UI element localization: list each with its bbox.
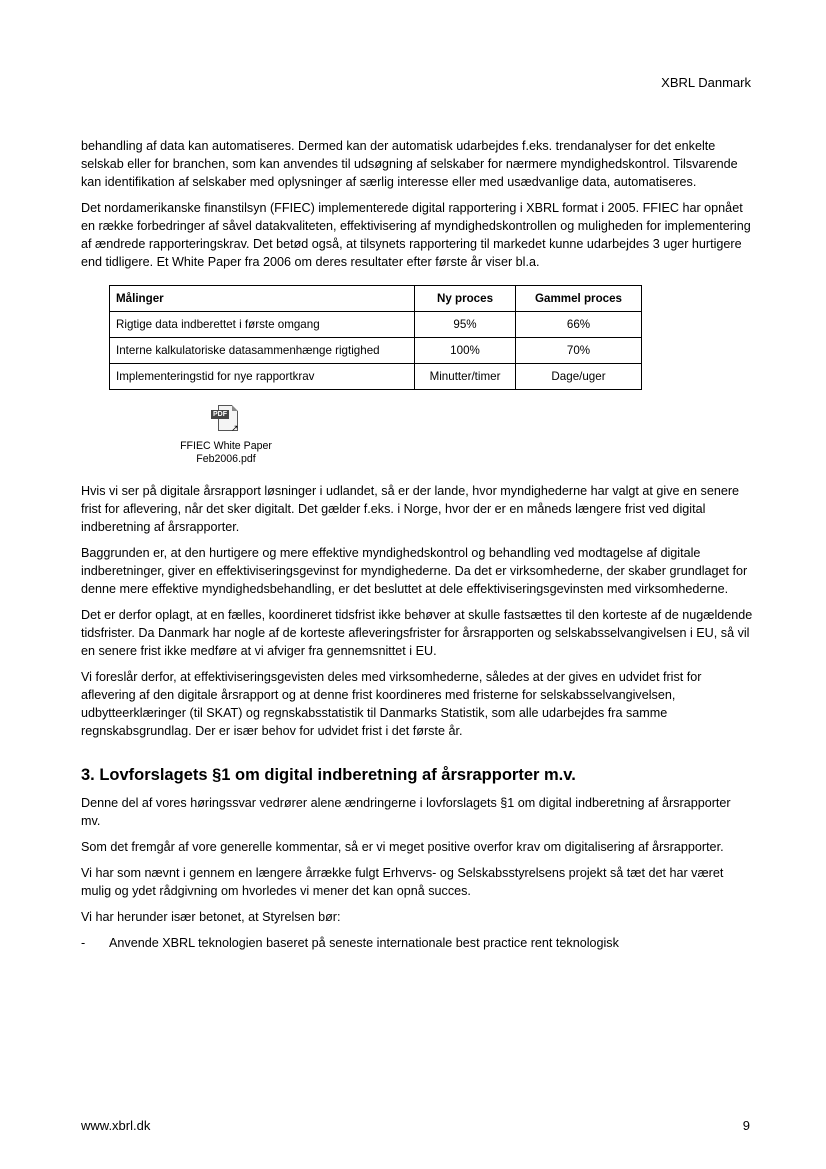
attachment-name-line2: Feb2006.pdf: [196, 453, 256, 465]
table-row: [110, 312, 642, 338]
bullet-item: [81, 934, 753, 952]
paragraph: Vi har som nævnt i gennem en længere årrække fulgt Erhvervs- og Selskabsstyrelsens projekt så tæt det har været mulig og ydet rådgivning om hvorledes vi mener det kan opnå succes.: [81, 866, 724, 898]
table-header-row: [110, 286, 642, 312]
paragraph: Baggrunden er, at den hurtigere og mere effektive myndighedskontrol og behandling ved modtagelse af digitale indberetninger, giver en effektiviseringsgevinst for myndighederne. Da det er virksomhederne, der skaber grundlaget for denne mere effektive myndighedsbehandling, er det besluttet at dele effektiviseringsgevinsten med virksomhederne.: [81, 546, 748, 596]
paragraph: behandling af data kan automatiseres. Dermed kan der automatisk udarbejdes f.eks. trendanalyser for det enkelte selskab eller for branchen, som kan anvendes til udsøgning af selskaber for nærmere myndighedskontrol. Tilsvarende kan identifikation af selskaber med oplysninger af særlig interesse eller med usædvanlige data, automatiseres.: [81, 139, 738, 189]
table-header: Målinger: [110, 286, 415, 312]
page-number: 9: [742, 1118, 750, 1133]
footer-url: www.xbrl.dk: [81, 1118, 151, 1133]
table-cell: Dage/uger: [516, 364, 642, 390]
table-cell: Interne kalkulatoriske datasammenhænge rigtighed: [110, 338, 415, 364]
attachment-name-line1: FFIEC White Paper: [180, 440, 272, 452]
paragraph: Hvis vi ser på digitale årsrapport løsninger i udlandet, så er der lande, hvor myndighederne har valgt at give en senere frist for aflevering, når det sker digitalt. Det gælder f.eks. i Norge, hvor der er en måneds længere frist ved digital indberetning af årsrapporter.: [81, 484, 740, 534]
paragraph: Vi foreslår derfor, at effektiviseringsgevisten deles med virksomhederne, således at der gives en udvidet frist for aflevering af den digitale årsrapport og at denne frist koordineres med fristerne for selskabsselvangivelsen, udbytteerklæringer (til SKAT) og regnskabsstatistik til Danmarks Statistik, som alle udarbejdes fra samme regnskabsgrundlag. Der er især behov for udvidet frist i det første år.: [81, 670, 702, 738]
paragraph: Denne del af vores høringssvar vedrører alene ændringerne i lovforslagets §1 om digital indberetning af årsrapporter mv.: [81, 796, 731, 828]
paragraph: Det er derfor oplagt, at en fælles, koordineret tidsfrist ikke behøver at skulle fastsættes til den korteste af de nugældende tidsfrister. Da Danmark har nogle af de korteste afleveringsfrister for årsrapporten og selskabsselvangivelsen i EU, så vil en senere frist ikke medføre at vi afviger fra gennemsnittet i EU.: [81, 608, 753, 658]
table-cell: 66%: [516, 312, 642, 338]
bullet-text: Anvende XBRL teknologien baseret på seneste internationale best practice rent teknologisk: [109, 936, 619, 950]
table-cell: 95%: [415, 312, 516, 338]
document-body: [81, 137, 753, 952]
page-header: XBRL Danmark: [661, 75, 751, 90]
paragraph: Det nordamerikanske finanstilsyn (FFIEC) implementerede digital rapportering i XBRL format i 2005. FFIEC har opnået en række forbedringer af såvel datakvaliteten, effektivisering af myndighedskontrollen og muligheden for implementering af ændrede rapporteringskrav. Det betød også, at tilsynets rapportering til markedet kunne udarbejdes 3 uger hurtigere end tidligere. Et White Paper fra 2006 om deres resultater efter første år viser bl.a.: [81, 201, 751, 269]
table-header: Gammel proces: [516, 286, 642, 312]
pdf-icon-label: PDF: [213, 411, 227, 418]
table-cell: Implementeringstid for nye rapportkrav: [110, 364, 415, 390]
table-row: [110, 338, 642, 364]
results-table-wrapper: [109, 285, 753, 390]
section-heading: 3. Lovforslagets §1 om digital indberetning af årsrapporter m.v.: [81, 766, 576, 784]
table-row: [110, 364, 642, 390]
table-cell: 70%: [516, 338, 642, 364]
pdf-attachment[interactable]: [151, 404, 301, 466]
table-cell: Minutter/timer: [415, 364, 516, 390]
pdf-file-icon[interactable]: PDF ↗: [211, 404, 241, 434]
bullet-marker: -: [81, 936, 86, 950]
paragraph: Vi har herunder især betonet, at Styrelsen bør:: [81, 910, 341, 924]
table-cell: Rigtige data indberettet i første omgang: [110, 312, 415, 338]
table-header: Ny proces: [415, 286, 516, 312]
table-cell: 100%: [415, 338, 516, 364]
paragraph: Som det fremgår af vore generelle kommentar, så er vi meget positive overfor krav om digitalisering af årsrapporter.: [81, 840, 724, 854]
results-table: [109, 285, 642, 390]
